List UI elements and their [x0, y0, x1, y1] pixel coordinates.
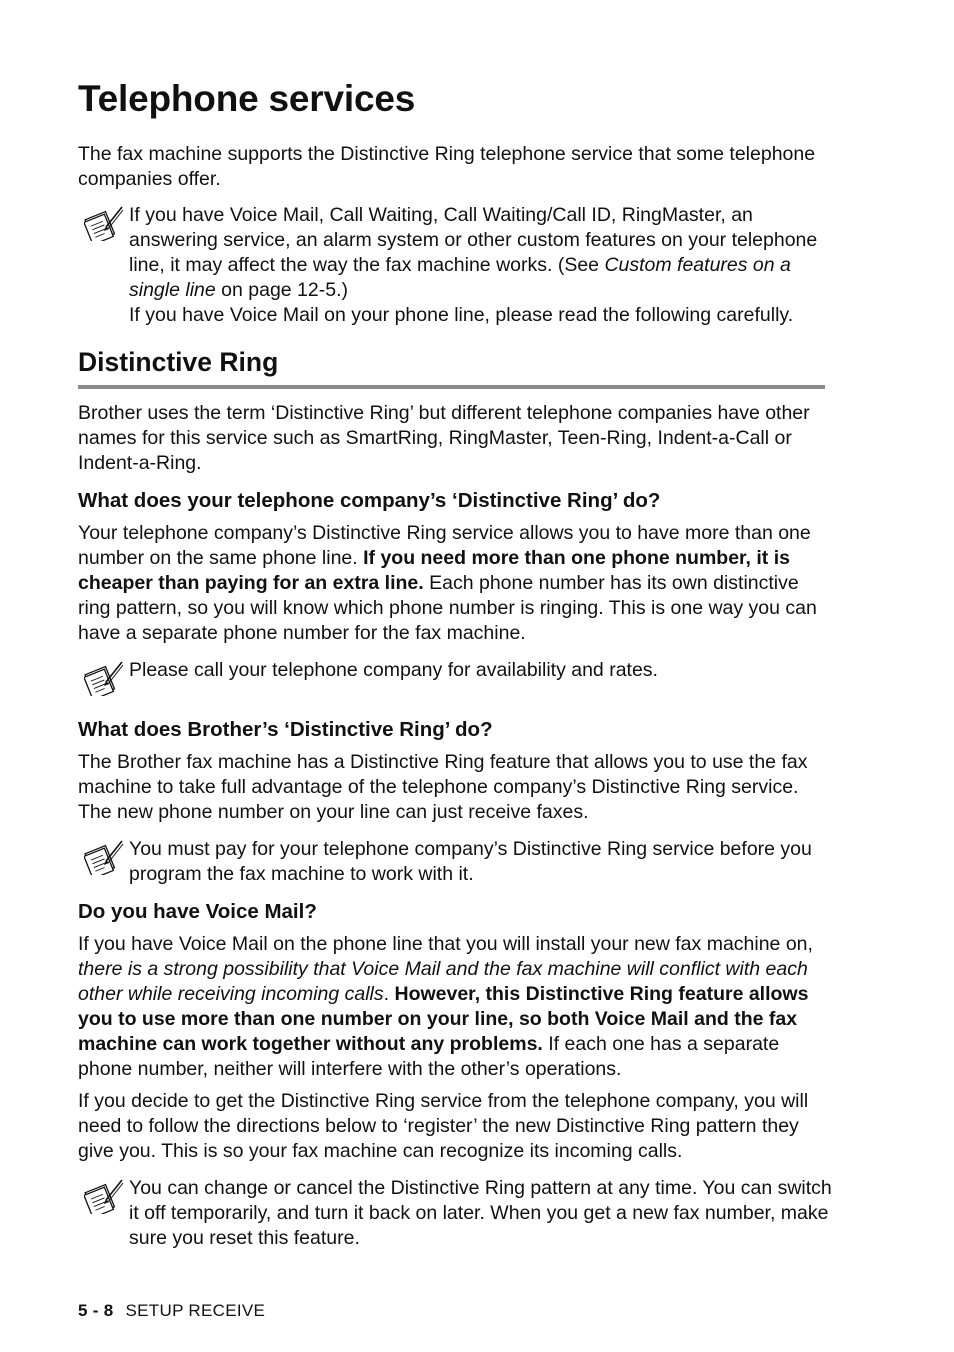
- q3-paragraph-2: If you decide to get the Distinctive Ring service from the telephone company, you will need to follow the directions below to ‘register’ the new Distinctive Ring pattern they give you. This is so your fax machine can recognize its incoming calls.: [78, 1090, 809, 1162]
- section-divider: [78, 385, 825, 389]
- q2-heading: What does Brother’s ‘Distinctive Ring’ do?: [78, 718, 493, 741]
- note-change-pattern: You can change or cancel the Distinctive Ring pattern at any time. You can switch it off temporarily, and turn it back on later. When you get a new fax number, make sure you reset this feature.: [78, 1176, 838, 1251]
- page-title: Telephone services: [78, 78, 416, 119]
- distinctive-ring-section: [78, 347, 828, 389]
- q3-paragraph: If you have Voice Mail on the phone line that you will install your new fax machine on, there is a strong possibility that Voice Mail and the fax machine will conflict with each other while receiving incoming calls. However, this Distinctive Ring feature allows you to use more than one number on your line, so both Voice Mail and the fax machine can work together without any problems. If each one has a separate phone number, neither will interfere with the other’s operations.: [78, 933, 813, 1080]
- note-custom-features: If you have Voice Mail, Call Waiting, Call Waiting/Call ID, RingMaster, an answering service, an alarm system or other custom features on your telephone line, it may affect the way the fax machine works. (See Custom features on a single line on page 12-5.) If you have Voice Mail on your phone line, please read the following carefully.: [78, 203, 838, 328]
- section-heading: Distinctive Ring: [78, 347, 279, 377]
- q3-heading: Do you have Voice Mail?: [78, 900, 317, 923]
- note-pencil-icon: [84, 660, 124, 696]
- note-availability: Please call your telephone company for availability and rates.: [78, 658, 838, 683]
- note-pencil-icon: [84, 1178, 124, 1214]
- q1-paragraph: Your telephone company’s Distinctive Ring service allows you to have more than one number on the same phone line. If you need more than one phone number, it is cheaper than paying for an extra line. Each phone number has its own distinctive ring pattern, so you will know which phone number is ringing. This is one way you can have a separate phone number for the fax machine.: [78, 522, 817, 644]
- q2-paragraph: The Brother fax machine has a Distinctive Ring feature that allows you to use the fax machine to take full advantage of the telephone company’s Distinctive Ring service. The new phone number on your line can just receive faxes.: [78, 751, 808, 823]
- custom-features-reference: Custom features on a single line: [129, 254, 791, 301]
- page-number: 5 - 8: [78, 1301, 114, 1320]
- chapter-name: SETUP RECEIVE: [125, 1301, 266, 1320]
- section-intro-paragraph: Brother uses the term ‘Distinctive Ring’ but different telephone companies have other names for this service such as SmartRing, RingMaster, Teen-Ring, Indent-a-Call or Indent-a-Ring.: [78, 402, 810, 474]
- note-pencil-icon: [84, 205, 124, 241]
- note-pay-service: You must pay for your telephone company’s Distinctive Ring service before you program the fax machine to work with it.: [78, 837, 838, 887]
- page-footer: [78, 1301, 265, 1321]
- note-pencil-icon: [84, 839, 124, 875]
- q1-heading: What does your telephone company’s ‘Distinctive Ring’ do?: [78, 489, 661, 512]
- intro-paragraph: The fax machine supports the Distinctive Ring telephone service that some telephone companies offer.: [78, 143, 816, 190]
